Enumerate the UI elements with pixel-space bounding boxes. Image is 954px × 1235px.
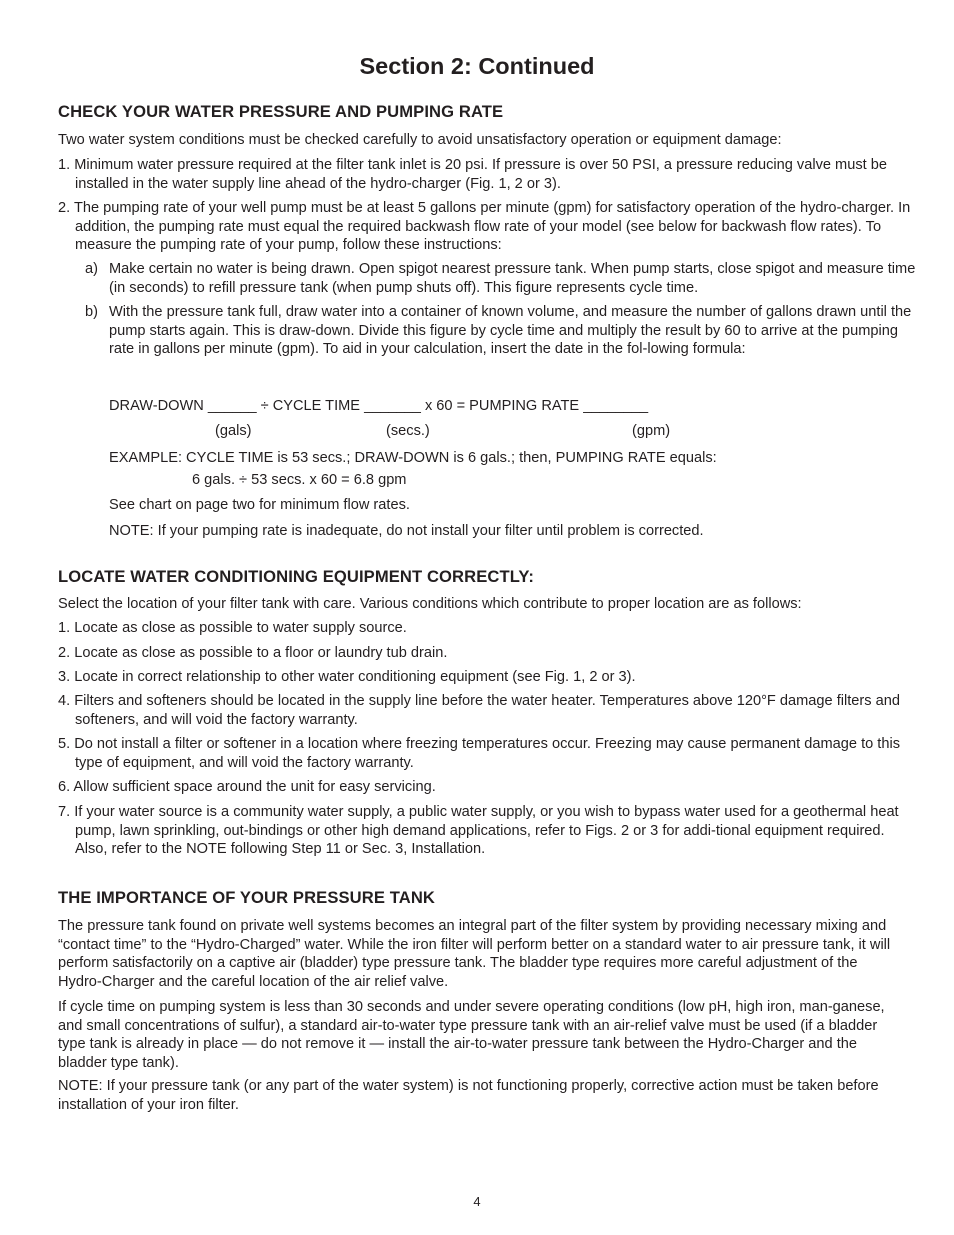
- sub-item-b-label: b): [85, 304, 98, 320]
- pumping-rate-note: NOTE: If your pumping rate is inadequate, do not install your filter until problem is corrected.: [109, 523, 704, 539]
- heading-water-pressure: CHECK YOUR WATER PRESSURE AND PUMPING RATE: [58, 102, 504, 121]
- unit-secs: (secs.): [386, 423, 430, 439]
- locate-item-1: 1. Locate as close as possible to water supply source.: [58, 620, 407, 636]
- water-pressure-item-1: 1. Minimum water pressure required at the filter tank inlet is 20 psi. If pressure is over 50 PSI, a pressure reducing valve must be installed in the water supply line ahead of the hydro-charger (Fig. 1, 2 or 3).: [58, 157, 887, 192]
- sub-item-b-text: With the pressure tank full, draw water into a container of known volume, and measure the number of gallons drawn until the pump starts again. This is draw-down. Divide this figure by cycle time and multiply the result by 60 to arrive at the pumping rate in gallons per minute (gpm). To aid in your calculation, insert the date in the fol-lowing formula:: [109, 304, 912, 358]
- pumping-rate-formula: DRAW-DOWN ______ ÷ CYCLE TIME _______ x 60 = PUMPING RATE ________: [109, 398, 649, 414]
- unit-gals: (gals): [215, 423, 252, 439]
- pressure-tank-paragraph-2: If cycle time on pumping system is less than 30 seconds and under severe operating conditions (low pH, high iron, man-ganese, and small concentrations of sulfur), a standard air-to-water type pressure tank with an air-relief valve must be used (if a bladder type tank is already in place — do not remove it — install the air-to-water pressure tank between the Hydro-Charger and the bladder type tank).: [58, 999, 885, 1071]
- heading-pressure-tank: THE IMPORTANCE OF YOUR PRESSURE TANK: [58, 888, 435, 907]
- locate-item-4: 4. Filters and softeners should be located in the supply line before the water heater. Temperatures above 120°F damage filters and softeners, and will void the factory warranty.: [58, 693, 900, 728]
- sub-item-b: [85, 303, 927, 359]
- locate-item-5: 5. Do not install a filter or softener in a location where freezing temperatures occur. Freezing may cause permanent damage to this type of equipment, and will void the factory warranty.: [58, 736, 901, 771]
- see-chart-note: See chart on page two for minimum flow rates.: [109, 497, 410, 513]
- example-calculation: 6 gals. ÷ 53 secs. x 60 = 6.8 gpm: [192, 472, 407, 488]
- sub-item-a: [85, 260, 927, 297]
- unit-gpm: (gpm): [632, 423, 671, 439]
- water-pressure-intro: Two water system conditions must be checked carefully to avoid unsatisfactory operation or equipment damage:: [58, 132, 782, 148]
- locate-item-3: 3. Locate in correct relationship to other water conditioning equipment (see Fig. 1, 2 or 3).: [58, 669, 636, 685]
- locate-item-2: 2. Locate as close as possible to a floor or laundry tub drain.: [58, 645, 448, 661]
- example-text: EXAMPLE: CYCLE TIME is 53 secs.; DRAW-DOWN is 6 gals.; then, PUMPING RATE equals:: [109, 450, 717, 466]
- page-number: 4: [473, 1194, 481, 1209]
- pressure-tank-paragraph-1: The pressure tank found on private well systems becomes an integral part of the filter system by providing necessary mixing and “contact time” to the “Hydro-Charged” water. While the iron filter will perform better on a standard water to air pressure tank, it will perform satisfactorily on a captive air (bladder) type pressure tank. The bladder type requires more careful adjustment of the Hydro-Charger and the careful location of the air relief valve.: [58, 918, 891, 990]
- heading-locate-equipment: LOCATE WATER CONDITIONING EQUIPMENT CORRECTLY:: [58, 567, 534, 586]
- locate-item-6: 6. Allow sufficient space around the unit for easy servicing.: [58, 779, 436, 795]
- pressure-tank-note: NOTE: If your pressure tank (or any part of the water system) is not functioning properly, corrective action must be taken before installation of your iron filter.: [58, 1078, 879, 1113]
- locate-item-7: 7. If your water source is a community water supply, a public water supply, or you wish to bypass water used for a geothermal heat pump, lawn sprinkling, out-bindings or other high demand applications, refer to Figs. 2 or 3 for addi-tional equipment required. Also, refer to the NOTE following Step 11 or Sec. 3, Installation.: [58, 804, 899, 858]
- sub-item-a-label: a): [85, 261, 98, 277]
- locate-intro: Select the location of your filter tank with care. Various conditions which contribute to proper location are as follows:: [58, 596, 802, 612]
- page-title: Section 2: Continued: [359, 53, 595, 79]
- sub-item-a-text: Make certain no water is being drawn. Open spigot nearest pressure tank. When pump starts, close spigot and measure time (in seconds) to refill pressure tank (when pump shuts off). This figure represents cycle time.: [109, 261, 916, 296]
- water-pressure-item-2: 2. The pumping rate of your well pump must be at least 5 gallons per minute (gpm) for satisfactory operation of the hydro-charger. In addition, the pumping rate must equal the required backwash flow rate of your model (see below for backwash flow rates). To measure the pumping rate of your pump, follow these instructions:: [58, 200, 911, 254]
